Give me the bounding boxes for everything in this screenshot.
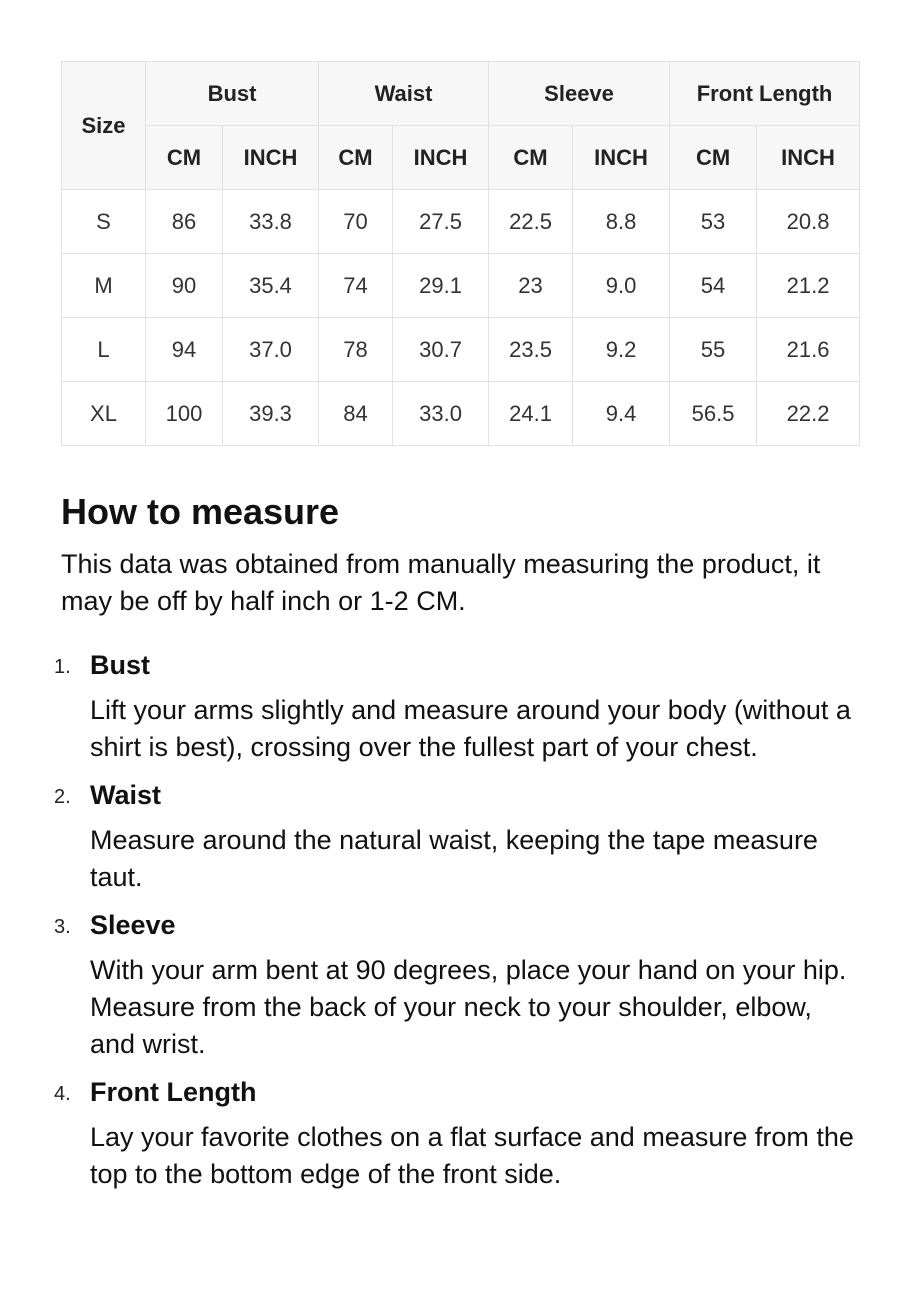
front-length-cm-cell: 56.5 <box>670 382 757 446</box>
bust-inch-cell: 39.3 <box>223 382 319 446</box>
size-column-header: Size <box>62 62 146 190</box>
step-number: 4. <box>54 1083 71 1105</box>
unit-header-inch: INCH <box>573 126 670 190</box>
step-description: Lay your favorite clothes on a flat surface and measure from the top to the bottom edge of the front side. <box>90 1122 854 1189</box>
unit-header-row <box>62 126 860 190</box>
list-item <box>54 778 859 896</box>
front-length-column-header: Front Length <box>670 62 860 126</box>
measurement-disclaimer: This data was obtained from manually measuring the product, it may be off by half inch or 1-2 CM. <box>61 549 821 616</box>
step-description: Measure around the natural waist, keeping the tape measure taut. <box>90 825 818 892</box>
step-title: Waist <box>90 780 162 810</box>
size-chart-table <box>61 61 860 446</box>
how-to-measure-title: How to measure <box>61 491 340 532</box>
sleeve-cm-cell: 22.5 <box>489 190 573 254</box>
front-length-cm-cell: 55 <box>670 318 757 382</box>
unit-header-cm: CM <box>319 126 393 190</box>
front-length-inch-cell: 21.6 <box>757 318 860 382</box>
front-length-inch-cell: 21.2 <box>757 254 860 318</box>
table-row <box>62 318 860 382</box>
list-item <box>54 908 859 1063</box>
waist-cm-cell: 84 <box>319 382 393 446</box>
sleeve-cm-cell: 24.1 <box>489 382 573 446</box>
size-cell: M <box>62 254 146 318</box>
waist-cm-cell: 74 <box>319 254 393 318</box>
step-number: 1. <box>54 656 71 678</box>
step-description: Lift your arms slightly and measure around your body (without a shirt is best), crossing over the fullest part of your chest. <box>90 695 851 762</box>
step-title: Front Length <box>90 1077 257 1107</box>
sleeve-inch-cell: 8.8 <box>573 190 670 254</box>
waist-inch-cell: 30.7 <box>393 318 489 382</box>
table-row <box>62 382 860 446</box>
size-cell: L <box>62 318 146 382</box>
bust-cm-cell: 100 <box>146 382 223 446</box>
table-row <box>62 254 860 318</box>
bust-cm-cell: 94 <box>146 318 223 382</box>
table-row <box>62 190 860 254</box>
measurement-steps-list <box>54 648 859 1193</box>
front-length-inch-cell: 22.2 <box>757 382 860 446</box>
bust-inch-cell: 35.4 <box>223 254 319 318</box>
list-item <box>54 648 859 766</box>
sleeve-cm-cell: 23 <box>489 254 573 318</box>
waist-inch-cell: 29.1 <box>393 254 489 318</box>
unit-header-cm: CM <box>670 126 757 190</box>
waist-column-header: Waist <box>319 62 489 126</box>
table-header-row <box>62 62 860 126</box>
size-guide-page <box>54 61 859 1205</box>
step-title: Bust <box>90 650 150 680</box>
bust-cm-cell: 90 <box>146 254 223 318</box>
sleeve-inch-cell: 9.0 <box>573 254 670 318</box>
unit-header-inch: INCH <box>757 126 860 190</box>
waist-cm-cell: 78 <box>319 318 393 382</box>
bust-inch-cell: 37.0 <box>223 318 319 382</box>
unit-header-inch: INCH <box>393 126 489 190</box>
step-title: Sleeve <box>90 910 176 940</box>
sleeve-inch-cell: 9.2 <box>573 318 670 382</box>
sleeve-cm-cell: 23.5 <box>489 318 573 382</box>
sleeve-inch-cell: 9.4 <box>573 382 670 446</box>
unit-header-cm: CM <box>489 126 573 190</box>
list-item <box>54 1075 859 1193</box>
front-length-inch-cell: 20.8 <box>757 190 860 254</box>
bust-inch-cell: 33.8 <box>223 190 319 254</box>
waist-inch-cell: 27.5 <box>393 190 489 254</box>
step-number: 2. <box>54 786 71 808</box>
unit-header-cm: CM <box>146 126 223 190</box>
step-description: With your arm bent at 90 degrees, place your hand on your hip. Measure from the back of your neck to your shoulder, elbow, and wrist. <box>90 955 847 1059</box>
front-length-cm-cell: 54 <box>670 254 757 318</box>
waist-cm-cell: 70 <box>319 190 393 254</box>
waist-inch-cell: 33.0 <box>393 382 489 446</box>
sleeve-column-header: Sleeve <box>489 62 670 126</box>
size-cell: XL <box>62 382 146 446</box>
front-length-cm-cell: 53 <box>670 190 757 254</box>
size-cell: S <box>62 190 146 254</box>
bust-column-header: Bust <box>146 62 319 126</box>
step-number: 3. <box>54 916 71 938</box>
bust-cm-cell: 86 <box>146 190 223 254</box>
unit-header-inch: INCH <box>223 126 319 190</box>
